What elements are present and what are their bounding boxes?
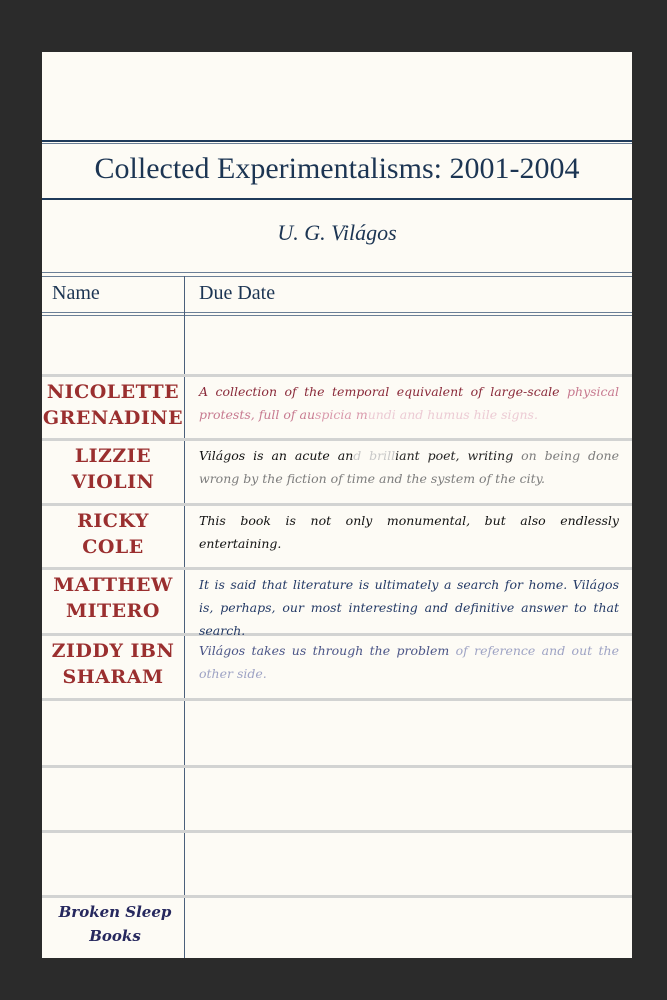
rule xyxy=(42,272,632,273)
row-divider xyxy=(42,503,632,506)
row-divider xyxy=(42,438,632,441)
name-line: COLE xyxy=(82,536,144,558)
borrower-name xyxy=(42,443,184,495)
quote-segment: This book is not only monumental, but also endlessly entertaining. xyxy=(199,513,619,551)
name-line: VIOLIN xyxy=(71,471,155,493)
name-line: NICOLETTE xyxy=(46,381,180,403)
quote-segment: undi and humus hile signs. xyxy=(367,407,538,422)
header-due-date: Due Date xyxy=(199,282,276,304)
name-line: LIZZIE xyxy=(74,445,152,467)
row-divider xyxy=(42,830,632,833)
rule xyxy=(42,198,632,200)
rule xyxy=(42,140,632,142)
quote-segment: iant poet, writing xyxy=(395,448,522,463)
name-line: MITERO xyxy=(66,600,160,622)
publisher-line: Books xyxy=(89,927,141,945)
column-divider xyxy=(184,276,185,958)
name-line: GRENADINE xyxy=(42,407,184,429)
quote-segment: Világos takes us through the problem xyxy=(199,643,456,658)
name-line: SHARAM xyxy=(62,666,164,688)
quote-segment: on being done wrong by the fiction of time and the system of the city. xyxy=(199,448,619,486)
borrower-name xyxy=(42,508,184,560)
borrower-name xyxy=(42,638,184,690)
publisher-line: Broken Sleep xyxy=(58,903,172,921)
rule xyxy=(42,143,632,144)
quote-segment: spicia m xyxy=(315,407,368,422)
name-line: MATTHEW xyxy=(53,574,173,596)
review-quote xyxy=(199,380,619,426)
quote-segment: It is said that literature is ultimately a search for home. Világos is, perhaps, our most interesting and definitive answer to that search. xyxy=(199,577,619,638)
review-quote xyxy=(199,444,619,490)
quote-segment: d brill xyxy=(353,448,396,463)
rule xyxy=(42,312,632,313)
row-divider xyxy=(42,765,632,768)
review-quote xyxy=(199,639,619,685)
book-author: U. G. Világos xyxy=(277,220,397,245)
row-divider xyxy=(42,895,632,898)
rule xyxy=(42,315,632,316)
publisher-logo xyxy=(50,900,180,948)
quote-segment: A collection of the temporal equivalent of large-scale xyxy=(199,384,568,399)
quote-segment: Világos is an acute an xyxy=(199,448,354,463)
row-divider xyxy=(42,374,632,377)
quote-segment: physical protests, full of au xyxy=(199,384,619,422)
name-line: ZIDDY IBN xyxy=(51,640,175,662)
row-divider xyxy=(42,567,632,570)
row-divider xyxy=(42,698,632,701)
borrower-name xyxy=(42,379,184,431)
borrower-name xyxy=(42,572,184,624)
name-line: RICKY xyxy=(77,510,149,532)
header-name: Name xyxy=(52,282,100,304)
review-quote xyxy=(199,573,619,642)
library-card-cover xyxy=(42,52,632,958)
quote-segment: of reference and out the other side. xyxy=(199,643,619,681)
rule xyxy=(42,276,632,277)
review-quote xyxy=(199,509,619,555)
book-title: Collected Experimentalisms: 2001-2004 xyxy=(94,152,580,185)
